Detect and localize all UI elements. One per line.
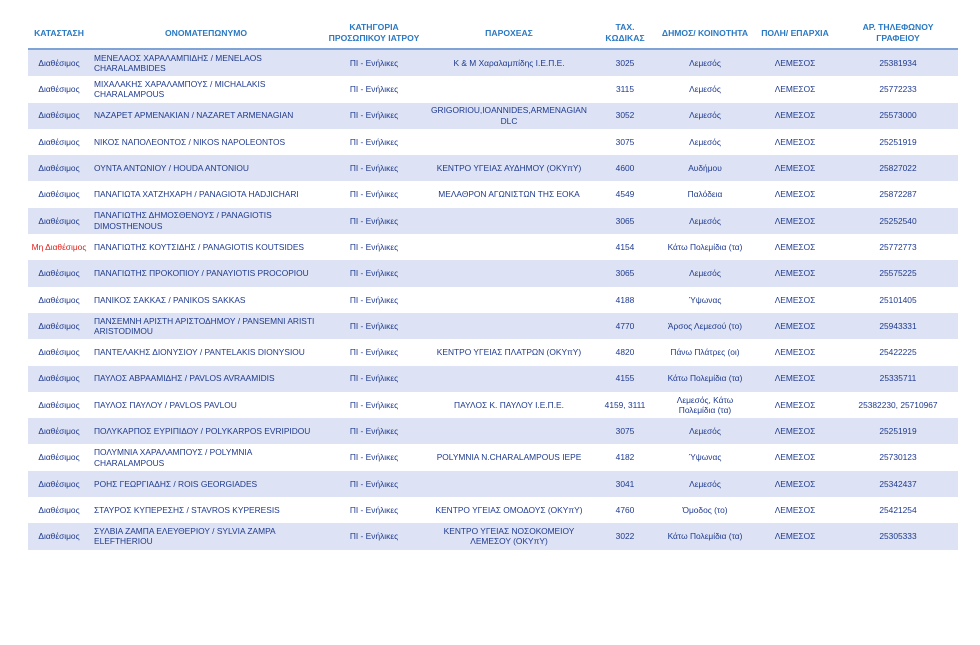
provider-cell: POLYMNIA N.CHARALAMPOUS IEPE (426, 444, 592, 470)
table-row (28, 181, 958, 207)
district-cell: ΛΕΜΕΣΟΣ (752, 129, 838, 155)
category-cell: ΠΙ - Ενήλικες (322, 444, 426, 470)
table-header (28, 18, 958, 49)
name-cell: ΠΑΝΑΓΙΩΤΗΣ ΚΟΥΤΣΙΔΗΣ / PANAGIOTIS KOUTSIDES (90, 234, 322, 260)
district-cell: ΛΕΜΕΣΟΣ (752, 418, 838, 444)
district-cell: ΛΕΜΕΣΟΣ (752, 260, 838, 286)
table-row (28, 155, 958, 181)
table-row (28, 497, 958, 523)
name-cell: ΜΙΧΑΛΑΚΗΣ ΧΑΡΑΛΑΜΠΟΥΣ / MICHALAKIS CHARALAMPOUS (90, 76, 322, 102)
provider-cell (426, 234, 592, 260)
district-cell: ΛΕΜΕΣΟΣ (752, 103, 838, 129)
phone-cell: 25305333 (838, 523, 958, 549)
provider-cell (426, 418, 592, 444)
zip-cell: 3075 (592, 129, 658, 155)
municipality-cell: Όμοδος (το) (658, 497, 752, 523)
name-cell: ΠΑΝΑΓΙΩΤΑ ΧΑΤΖΗΧΑΡΗ / PANAGIOTA HADJICHARI (90, 181, 322, 207)
provider-cell (426, 313, 592, 339)
category-cell: ΠΙ - Ενήλικες (322, 366, 426, 392)
category-cell: ΠΙ - Ενήλικες (322, 313, 426, 339)
phone-cell: 25382230, 25710967 (838, 392, 958, 418)
table-row (28, 234, 958, 260)
zip-cell: 4600 (592, 155, 658, 181)
category-cell: ΠΙ - Ενήλικες (322, 76, 426, 102)
municipality-cell: Κάτω Πολεμίδια (τα) (658, 366, 752, 392)
doctors-table (28, 18, 958, 550)
status-cell: Διαθέσιμος (28, 103, 90, 129)
category-cell: ΠΙ - Ενήλικες (322, 181, 426, 207)
district-cell: ΛΕΜΕΣΟΣ (752, 392, 838, 418)
category-cell: ΠΙ - Ενήλικες (322, 208, 426, 234)
status-cell: Διαθέσιμος (28, 155, 90, 181)
table-row (28, 523, 958, 549)
status-cell: Διαθέσιμος (28, 418, 90, 444)
name-cell: ΠΑΝΣΕΜΝΗ ΑΡΙΣΤΗ ΑΡΙΣΤΟΔΗΜΟΥ / PANSEMNI ARISTI ARISTODIMOU (90, 313, 322, 339)
provider-cell: ΚΕΝΤΡΟ ΥΓΕΙΑΣ ΟΜΟΔΟΥΣ (ΟΚΥπΥ) (426, 497, 592, 523)
table-row (28, 103, 958, 129)
phone-cell: 25335711 (838, 366, 958, 392)
municipality-cell: Λεμεσός (658, 260, 752, 286)
phone-cell: 25342437 (838, 471, 958, 497)
category-cell: ΠΙ - Ενήλικες (322, 234, 426, 260)
district-cell: ΛΕΜΕΣΟΣ (752, 444, 838, 470)
phone-cell: 25251919 (838, 129, 958, 155)
district-cell: ΛΕΜΕΣΟΣ (752, 76, 838, 102)
municipality-cell: Λεμεσός (658, 103, 752, 129)
category-cell: ΠΙ - Ενήλικες (322, 287, 426, 313)
provider-cell (426, 287, 592, 313)
provider-cell: ΚΕΝΤΡΟ ΥΓΕΙΑΣ ΑΥΔΗΜΟΥ (ΟΚΥπΥ) (426, 155, 592, 181)
table-row (28, 444, 958, 470)
phone-cell: 25573000 (838, 103, 958, 129)
provider-cell: Κ & Μ Χαραλαμπίδης Ι.Ε.Π.Ε. (426, 49, 592, 76)
district-cell: ΛΕΜΕΣΟΣ (752, 208, 838, 234)
district-cell: ΛΕΜΕΣΟΣ (752, 234, 838, 260)
name-cell: ΠΑΥΛΟΣ ΠΑΥΛΟΥ / PAVLOS PAVLOU (90, 392, 322, 418)
district-cell: ΛΕΜΕΣΟΣ (752, 471, 838, 497)
phone-cell: 25101405 (838, 287, 958, 313)
category-cell: ΠΙ - Ενήλικες (322, 155, 426, 181)
municipality-cell: Αυδήμου (658, 155, 752, 181)
district-cell: ΛΕΜΕΣΟΣ (752, 497, 838, 523)
header-row (28, 18, 958, 49)
provider-cell (426, 129, 592, 155)
zip-cell: 4159, 3111 (592, 392, 658, 418)
zip-cell: 4760 (592, 497, 658, 523)
status-cell: Διαθέσιμος (28, 313, 90, 339)
zip-cell: 4188 (592, 287, 658, 313)
district-cell: ΛΕΜΕΣΟΣ (752, 339, 838, 365)
municipality-cell: Λεμεσός, Κάτω Πολεμίδια (τα) (658, 392, 752, 418)
zip-cell: 4154 (592, 234, 658, 260)
status-cell: Διαθέσιμος (28, 366, 90, 392)
zip-cell: 3041 (592, 471, 658, 497)
provider-cell: ΜΕΛΑΘΡΟΝ ΑΓΩΝΙΣΤΩΝ ΤΗΣ ΕΟΚΑ (426, 181, 592, 207)
status-cell: Μη Διαθέσιμος (28, 234, 90, 260)
status-cell: Διαθέσιμος (28, 208, 90, 234)
phone-cell: 25872287 (838, 181, 958, 207)
provider-cell: ΚΕΝΤΡΟ ΥΓΕΙΑΣ ΝΟΣΟΚΟΜΕΙΟΥ ΛΕΜΕΣΟΥ (ΟΚΥπΥ) (426, 523, 592, 549)
municipality-cell: Κάτω Πολεμίδια (τα) (658, 523, 752, 549)
status-cell: Διαθέσιμος (28, 129, 90, 155)
status-cell: Διαθέσιμος (28, 444, 90, 470)
table-row (28, 260, 958, 286)
municipality-cell: Κάτω Πολεμίδια (τα) (658, 234, 752, 260)
phone-cell: 25422225 (838, 339, 958, 365)
table-row (28, 339, 958, 365)
table-row (28, 129, 958, 155)
category-cell: ΠΙ - Ενήλικες (322, 418, 426, 444)
status-cell: Διαθέσιμος (28, 76, 90, 102)
name-cell: ΜΕΝΕΛΑΟΣ ΧΑΡΑΛΑΜΠΙΔΗΣ / MENELAOS CHARALAMBIDES (90, 49, 322, 76)
table-body (28, 49, 958, 550)
district-cell: ΛΕΜΕΣΟΣ (752, 181, 838, 207)
municipality-cell: Άρσος Λεμεσού (το) (658, 313, 752, 339)
phone-cell: 25772773 (838, 234, 958, 260)
table-row (28, 49, 958, 76)
zip-cell: 4155 (592, 366, 658, 392)
header-name: ΟΝΟΜΑΤΕΠΩΝΥΜΟ (90, 18, 322, 49)
zip-cell: 3065 (592, 260, 658, 286)
name-cell: ΠΑΝΑΓΙΩΤΗΣ ΠΡΟΚΟΠΙΟΥ / PANAYIOTIS PROCOPIOU (90, 260, 322, 286)
municipality-cell: Λεμεσός (658, 471, 752, 497)
category-cell: ΠΙ - Ενήλικες (322, 523, 426, 549)
name-cell: ΝΙΚΟΣ ΝΑΠΟΛΕΟΝΤΟΣ / NIKOS NAPOLEONTOS (90, 129, 322, 155)
municipality-cell: Λεμεσός (658, 208, 752, 234)
table-row (28, 392, 958, 418)
zip-cell: 3025 (592, 49, 658, 76)
provider-cell (426, 366, 592, 392)
provider-cell: ΚΕΝΤΡΟ ΥΓΕΙΑΣ ΠΛΑΤΡΩΝ (ΟΚΥπΥ) (426, 339, 592, 365)
zip-cell: 3115 (592, 76, 658, 102)
phone-cell: 25943331 (838, 313, 958, 339)
table-row (28, 287, 958, 313)
phone-cell: 25252540 (838, 208, 958, 234)
status-cell: Διαθέσιμος (28, 523, 90, 549)
zip-cell: 3052 (592, 103, 658, 129)
phone-cell: 25421254 (838, 497, 958, 523)
status-cell: Διαθέσιμος (28, 287, 90, 313)
header-category: ΚΑΤΗΓΟΡΙΑ ΠΡΟΣΩΠΙΚΟΥ ΙΑΤΡΟΥ (322, 18, 426, 49)
municipality-cell: Ύψωνας (658, 287, 752, 313)
municipality-cell: Παλόδεια (658, 181, 752, 207)
zip-cell: 4182 (592, 444, 658, 470)
category-cell: ΠΙ - Ενήλικες (322, 260, 426, 286)
municipality-cell: Λεμεσός (658, 49, 752, 76)
header-municipality: ΔΗΜΟΣ/ ΚΟΙΝΟΤΗΤΑ (658, 18, 752, 49)
category-cell: ΠΙ - Ενήλικες (322, 49, 426, 76)
name-cell: ΣΥΛΒΙΑ ΖΑΜΠΑ ΕΛΕΥΘΕΡΙΟΥ / SYLVIA ZAMPA ELEFTHERIOU (90, 523, 322, 549)
status-cell: Διαθέσιμος (28, 392, 90, 418)
zip-cell: 3065 (592, 208, 658, 234)
status-cell: Διαθέσιμος (28, 49, 90, 76)
zip-cell: 3075 (592, 418, 658, 444)
table-row (28, 471, 958, 497)
district-cell: ΛΕΜΕΣΟΣ (752, 49, 838, 76)
municipality-cell: Λεμεσός (658, 418, 752, 444)
category-cell: ΠΙ - Ενήλικες (322, 392, 426, 418)
district-cell: ΛΕΜΕΣΟΣ (752, 523, 838, 549)
zip-cell: 4549 (592, 181, 658, 207)
provider-cell (426, 208, 592, 234)
table-row (28, 366, 958, 392)
phone-cell: 25827022 (838, 155, 958, 181)
category-cell: ΠΙ - Ενήλικες (322, 471, 426, 497)
category-cell: ΠΙ - Ενήλικες (322, 103, 426, 129)
phone-cell: 25730123 (838, 444, 958, 470)
header-phone: ΑΡ. ΤΗΛΕΦΩΝΟΥ ΓΡΑΦΕΙΟΥ (838, 18, 958, 49)
category-cell: ΠΙ - Ενήλικες (322, 339, 426, 365)
provider-cell (426, 471, 592, 497)
name-cell: ΣΤΑΥΡΟΣ ΚΥΠΕΡΕΣΗΣ / STAVROS KYPERESIS (90, 497, 322, 523)
name-cell: ΠΑΝΙΚΟΣ ΣΑΚΚΑΣ / PANIKOS SAKKAS (90, 287, 322, 313)
district-cell: ΛΕΜΕΣΟΣ (752, 287, 838, 313)
name-cell: ΟΥΝΤΑ ΑΝΤΩΝΙΟΥ / HOUDA ANTONIOU (90, 155, 322, 181)
table-row (28, 208, 958, 234)
district-cell: ΛΕΜΕΣΟΣ (752, 313, 838, 339)
phone-cell: 25251919 (838, 418, 958, 444)
municipality-cell: Λεμεσός (658, 129, 752, 155)
name-cell: ΠΑΝΤΕΛΑΚΗΣ ΔΙΟΝΥΣΙΟΥ / PANTELAKIS DIONYSIOU (90, 339, 322, 365)
table-row (28, 418, 958, 444)
provider-cell (426, 260, 592, 286)
provider-cell (426, 76, 592, 102)
status-cell: Διαθέσιμος (28, 181, 90, 207)
name-cell: ΠΑΝΑΓΙΩΤΗΣ ΔΗΜΟΣΘΕΝΟΥΣ / PANAGIOTIS DIMOSTHENOUS (90, 208, 322, 234)
phone-cell: 25575225 (838, 260, 958, 286)
zip-cell: 3022 (592, 523, 658, 549)
table-row (28, 76, 958, 102)
name-cell: ΠΟΛΥΚΑΡΠΟΣ ΕΥΡΙΠΙΔΟΥ / POLYKARPOS EVRIPIDOU (90, 418, 322, 444)
district-cell: ΛΕΜΕΣΟΣ (752, 366, 838, 392)
category-cell: ΠΙ - Ενήλικες (322, 129, 426, 155)
zip-cell: 4820 (592, 339, 658, 365)
status-cell: Διαθέσιμος (28, 339, 90, 365)
name-cell: ΠΑΥΛΟΣ ΑΒΡΑΑΜΙΔΗΣ / PAVLOS AVRAAMIDIS (90, 366, 322, 392)
header-status: ΚΑΤΑΣΤΑΣΗ (28, 18, 90, 49)
header-district: ΠΟΛΗ/ ΕΠΑΡΧΙΑ (752, 18, 838, 49)
phone-cell: 25772233 (838, 76, 958, 102)
name-cell: ΝΑΖΑΡΕΤ ΑΡΜΕΝΑΚΙΑΝ / NAZARET ARMENAGIAN (90, 103, 322, 129)
municipality-cell: Πάνω Πλάτρες (οι) (658, 339, 752, 365)
provider-cell: ΠΑΥΛΟΣ Κ. ΠΑΥΛΟΥ Ι.Ε.Π.Ε. (426, 392, 592, 418)
header-zip: ΤΑΧ. ΚΩΔΙΚΑΣ (592, 18, 658, 49)
name-cell: ΡΟΗΣ ΓΕΩΡΓΙΑΔΗΣ / ROIS GEORGIADES (90, 471, 322, 497)
municipality-cell: Ύψωνας (658, 444, 752, 470)
status-cell: Διαθέσιμος (28, 497, 90, 523)
status-cell: Διαθέσιμος (28, 471, 90, 497)
name-cell: ΠΟΛΥΜΝΙΑ ΧΑΡΑΛΑΜΠΟΥΣ / POLYMNIA CHARALAMPOUS (90, 444, 322, 470)
table-row (28, 313, 958, 339)
provider-cell: GRIGORIOU,IOANNIDES,ARMENAGIAN DLC (426, 103, 592, 129)
zip-cell: 4770 (592, 313, 658, 339)
category-cell: ΠΙ - Ενήλικες (322, 497, 426, 523)
status-cell: Διαθέσιμος (28, 260, 90, 286)
header-provider: ΠΑΡΟΧΕΑΣ (426, 18, 592, 49)
district-cell: ΛΕΜΕΣΟΣ (752, 155, 838, 181)
phone-cell: 25381934 (838, 49, 958, 76)
municipality-cell: Λεμεσός (658, 76, 752, 102)
